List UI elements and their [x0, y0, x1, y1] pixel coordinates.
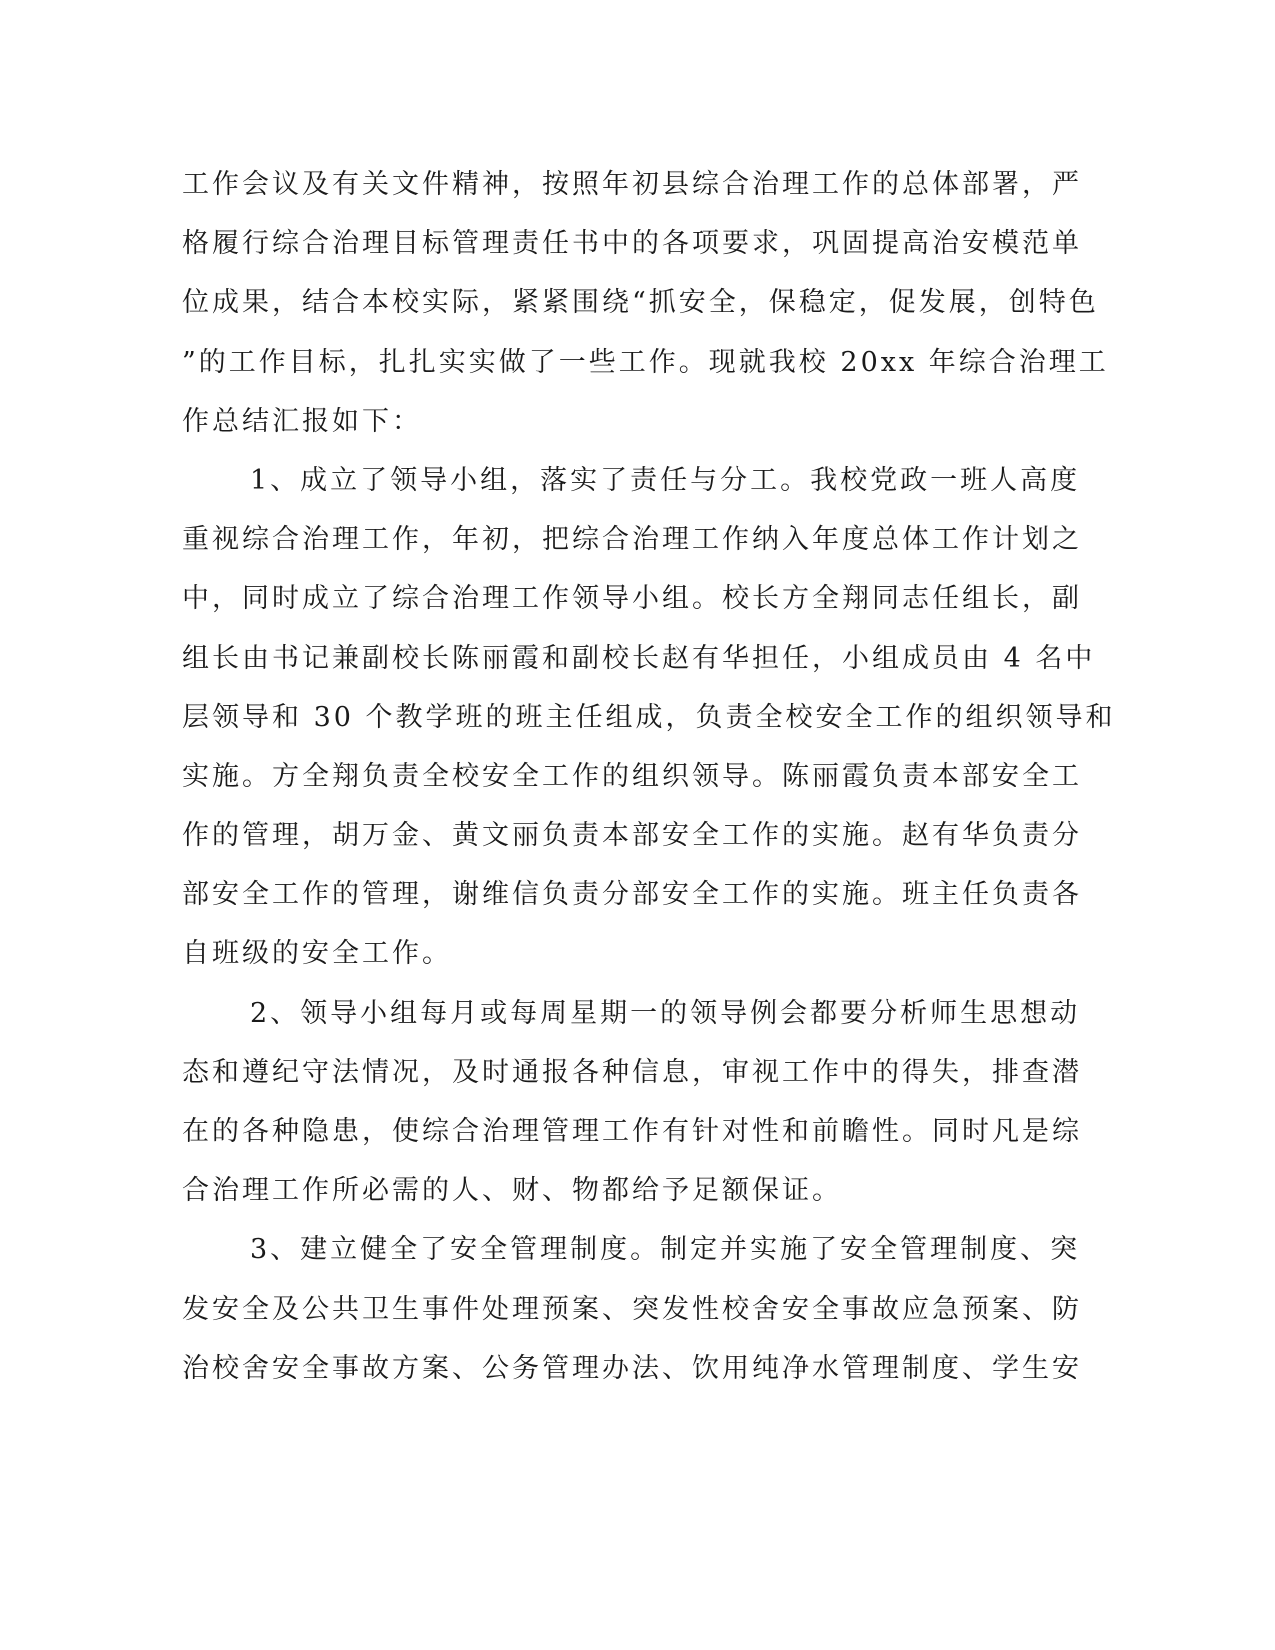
text-line: 合治理工作所必需的人、财、物都给予足额保证。	[182, 1175, 842, 1207]
text-line: 自班级的安全工作。	[182, 938, 452, 970]
text-line: 1、成立了领导小组，落实了责任与分工。我校党政一班人高度	[250, 464, 1081, 496]
text-line: 3、建立健全了安全管理制度。制定并实施了安全管理制度、突	[250, 1234, 1081, 1266]
paragraph-item-2	[182, 984, 1082, 1221]
paragraph-item-3	[182, 1220, 1082, 1398]
text-line: 格履行综合治理目标管理责任书中的各项要求，巩固提高治安模范单	[182, 228, 1082, 260]
text-line: 治校舍安全事故方案、公务管理办法、饮用纯净水管理制度、学生安	[182, 1352, 1082, 1384]
text-line: 工作会议及有关文件精神，按照年初县综合治理工作的总体部署，严	[182, 169, 1082, 200]
text-line: 2、领导小组每月或每周星期一的领导例会都要分析师生思想动	[250, 997, 1081, 1029]
text-line: 重视综合治理工作，年初，把综合治理工作纳入年度总体工作计划之	[182, 524, 1082, 556]
paragraph-intro	[182, 155, 1109, 451]
text-line: 实施。方全翔负责全校安全工作的组织领导。陈丽霞负责本部安全工	[182, 760, 1082, 792]
text-line: 部安全工作的管理，谢维信负责分部安全工作的实施。班主任负责各	[182, 879, 1082, 911]
text-line: 组长由书记兼副校长陈丽霞和副校长赵有华担任，小组成员由 4 名中	[182, 642, 1096, 674]
text-line: 位成果，结合本校实际，紧紧围绕“抓安全，保稳定，促发展，创特色	[182, 287, 1099, 319]
text-line: 作总结汇报如下：	[182, 405, 422, 437]
paragraph-item-1	[182, 451, 1116, 984]
text-line: ”的工作目标，扎扎实实做了一些工作。现就我校 20xx 年综合治理工	[182, 346, 1109, 378]
text-line: 中，同时成立了综合治理工作领导小组。校长方全翔同志任组长，副	[182, 583, 1082, 615]
text-line: 作的管理，胡万金、黄文丽负责本部安全工作的实施。赵有华负责分	[182, 820, 1082, 852]
text-line: 发安全及公共卫生事件处理预案、突发性校舍安全事故应急预案、防	[182, 1293, 1082, 1325]
text-line: 层领导和 30 个教学班的班主任组成，负责全校安全工作的组织领导和	[182, 701, 1116, 733]
document-body	[182, 155, 1116, 1398]
text-line: 态和遵纪守法情况，及时通报各种信息，审视工作中的得失，排查潜	[182, 1056, 1082, 1088]
text-line: 在的各种隐患，使综合治理管理工作有针对性和前瞻性。同时凡是综	[182, 1116, 1082, 1147]
